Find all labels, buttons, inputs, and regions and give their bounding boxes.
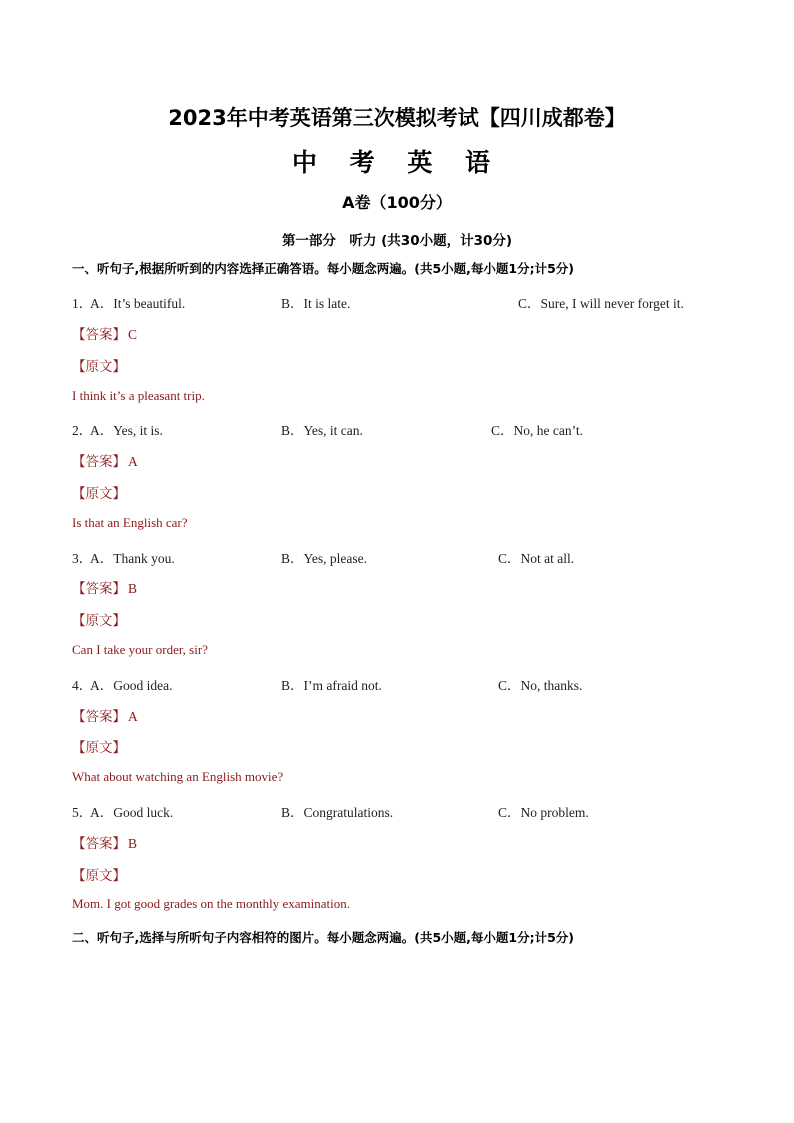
question-number: 5． xyxy=(72,805,93,820)
answer-line xyxy=(72,705,138,725)
question-number: 3． xyxy=(72,551,93,566)
option-b: B．It is late. xyxy=(281,296,351,311)
option-b: B．Yes, please. xyxy=(281,551,368,566)
section-two-heading: 二、听句子,选择与所听句子内容相符的图片。每小题念两遍。(共5小题,每小题1分;计5分) xyxy=(72,930,575,945)
question-number: 4． xyxy=(72,678,93,693)
part-heading: 第一部分 听力 (共30小题，计30分) xyxy=(281,233,513,249)
option-a: A．It’s beautiful. xyxy=(90,296,186,311)
option-c: C．No problem. xyxy=(498,805,589,820)
answer-value: B xyxy=(128,581,138,596)
question-row xyxy=(72,801,752,821)
original-label: 【原文】 xyxy=(72,613,126,629)
question-number: 2． xyxy=(72,423,93,438)
answer-label: 【答案】 xyxy=(72,327,126,343)
answer-value: B xyxy=(128,836,138,851)
option-c: C．Sure, I will never forget it. xyxy=(518,296,684,311)
option-a: A．Yes, it is. xyxy=(90,423,163,438)
option-c: C．Not at all. xyxy=(498,551,575,566)
option-c: C．No, he can’t. xyxy=(491,423,583,438)
original-text: What about watching an English movie? xyxy=(72,769,284,784)
option-a: A．Thank you. xyxy=(90,551,175,566)
option-b: B．I’m afraid not. xyxy=(281,678,382,693)
question-row xyxy=(72,419,752,439)
answer-label: 【答案】 xyxy=(72,709,126,725)
original-text: I think it’s a pleasant trip. xyxy=(72,388,205,403)
exam-title: 2023年中考英语第三次模拟考试【四川成都卷】 xyxy=(168,106,626,130)
original-text: Is that an English car? xyxy=(72,515,188,530)
question-row xyxy=(72,292,752,312)
question-row xyxy=(72,547,752,567)
question-row xyxy=(72,674,752,694)
original-label: 【原文】 xyxy=(72,740,126,756)
answer-label: 【答案】 xyxy=(72,454,126,470)
option-c: C．No, thanks. xyxy=(498,678,583,693)
subject-title: 中 考 英 语 xyxy=(291,148,503,177)
answer-label: 【答案】 xyxy=(72,836,126,852)
answer-line xyxy=(72,577,137,597)
paper-title: A卷（100分） xyxy=(342,193,452,212)
original-label: 【原文】 xyxy=(72,359,126,375)
option-a: A．Good luck. xyxy=(90,805,174,820)
section-one-heading: 一、听句子,根据所听到的内容选择正确答语。每小题念两遍。(共5小题,每小题1分;计5分) xyxy=(72,261,575,276)
answer-value: A xyxy=(128,709,138,724)
original-label: 【原文】 xyxy=(72,486,126,502)
question-number: 1． xyxy=(72,296,93,311)
original-label: 【原文】 xyxy=(72,868,126,884)
answer-value: A xyxy=(128,454,138,469)
answer-value: C xyxy=(128,327,138,342)
original-text: Mom. I got good grades on the monthly examination. xyxy=(72,896,351,911)
answer-line xyxy=(72,323,137,343)
option-b: B．Yes, it can. xyxy=(281,423,363,438)
option-b: B．Congratulations. xyxy=(281,805,394,820)
answer-label: 【答案】 xyxy=(72,581,126,597)
answer-line xyxy=(72,832,137,852)
answer-line xyxy=(72,450,138,470)
original-text: Can I take your order, sir? xyxy=(72,642,208,657)
option-a: A．Good idea. xyxy=(90,678,173,693)
